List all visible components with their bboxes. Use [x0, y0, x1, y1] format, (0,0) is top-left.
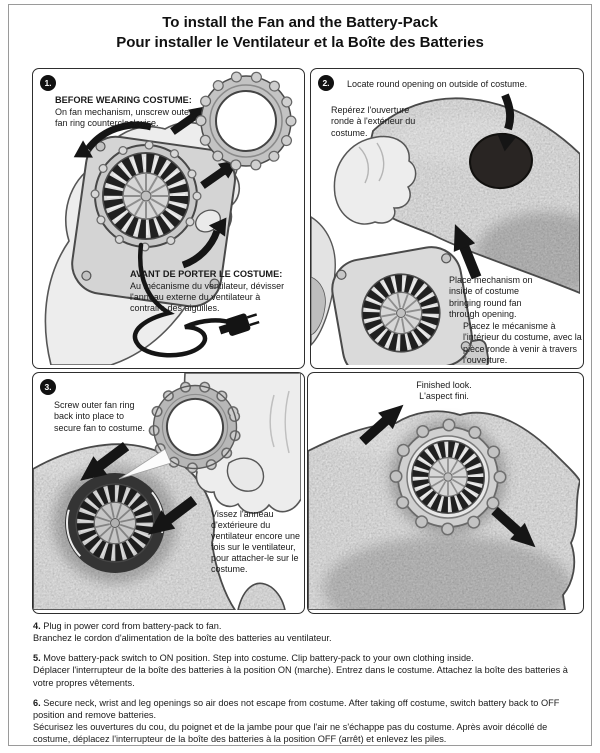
step-4-text — [33, 620, 579, 644]
step-5-en-line — [33, 652, 579, 664]
fan-mechanism-illustration — [95, 145, 197, 247]
page-title-en: To install the Fan and the Battery-Pack — [162, 14, 438, 31]
step-4-en: Plug in power cord from battery-pack to fan. — [43, 621, 222, 631]
panel4-caption-fr: L'aspect fini. — [419, 391, 469, 402]
panel3-body-fr: Vissez l'anneau d'extérieure du ventilateur encore une fois sur le ventilateur, pour attacher-le sur le costume. — [211, 509, 301, 574]
panel1-body-en: On fan mechanism, unscrew outer fan ring counterclockwise. — [55, 106, 193, 128]
panel-finished-look — [307, 372, 584, 614]
step-6-number: 6. — [33, 697, 41, 708]
panel4-caption-en: Finished look. — [416, 380, 472, 390]
panel1-heading-en: BEFORE WEARING COSTUME: — [55, 95, 192, 105]
panel1-instruction-en — [55, 95, 197, 129]
step-2-badge: 2. — [318, 75, 334, 91]
assembly-steps-text — [33, 620, 579, 753]
step-5-en: Move battery-pack switch to ON position. Step into costume. Clip battery-pack to your own clothing inside. — [43, 653, 474, 664]
step-5-text — [33, 652, 579, 688]
panel-step-1 — [32, 68, 305, 369]
step-6-en-line — [33, 697, 579, 721]
step-1-badge: 1. — [40, 75, 56, 91]
outer-fan-ring-illustration — [201, 76, 291, 166]
panel1-instruction-fr — [130, 269, 295, 314]
step-4-en-line — [33, 620, 579, 632]
panel2-caption-fr: Repérez l'ouverture ronde à l'extérieur du costume. — [331, 105, 416, 138]
page-title-fr: Pour installer le Ventilateur et la Boîte des Batteries — [116, 33, 484, 51]
panel2-caption-en: Locate round opening on outside of costume. — [347, 79, 528, 89]
step-4-fr: Branchez le cordon d'alimentation de la boîte des batteries au ventilateur. — [33, 633, 332, 644]
step-5-number: 5. — [33, 653, 41, 664]
step-4-number: 4. — [33, 621, 41, 631]
panel4-caption — [308, 380, 580, 403]
finished-look-illustration — [308, 373, 580, 610]
panel-step-2 — [310, 68, 584, 369]
step-6-text — [33, 697, 579, 746]
panel1-body-fr: Au mécanisme du ventilateur, dévisser l'anneau externe du ventilateur à contraire des aiguilles. — [130, 280, 285, 313]
panel2-body-fr: Placez le mécanisme à l'intérieur du costume, avec la pièce ronde à venir à travers l'ouverture. — [463, 321, 582, 365]
step-3-badge: 3. — [40, 379, 56, 395]
panel-step-3 — [32, 372, 305, 614]
panel3-caption-en: Screw outer fan ring back into place to secure fan to costume. — [54, 400, 146, 433]
arm-illustration — [311, 217, 335, 345]
step-6-fr: Sécurisez les ouvertures du cou, du poignet et de la jambe pour que l'air ne s'échappe pas du costume. Après avoir décollé de costume, déplacez l'interrupteur de la boîte des batteries à la position OFF (arrêt) et enlevez les piles. — [33, 721, 548, 745]
panel1-heading-fr: AVANT DE PORTER LE COSTUME: — [130, 269, 283, 279]
page-title — [0, 13, 600, 52]
installed-fan-ring-illustration — [390, 420, 506, 534]
panel2-body-en: Place mechanism on inside of costume bringing round fan through opening. — [449, 275, 533, 319]
step-6-en: Secure neck, wrist and leg openings so air does not escape from costume. After taking off costume, switch battery back to OFF position and remove batteries. — [33, 697, 560, 720]
step-5-fr: Déplacer l'interrupteur de la boîte des batteries à la position ON (marche). Entrez dans le costume. Attachez la boîte des batteries à votre propres vêtements. — [33, 665, 568, 688]
